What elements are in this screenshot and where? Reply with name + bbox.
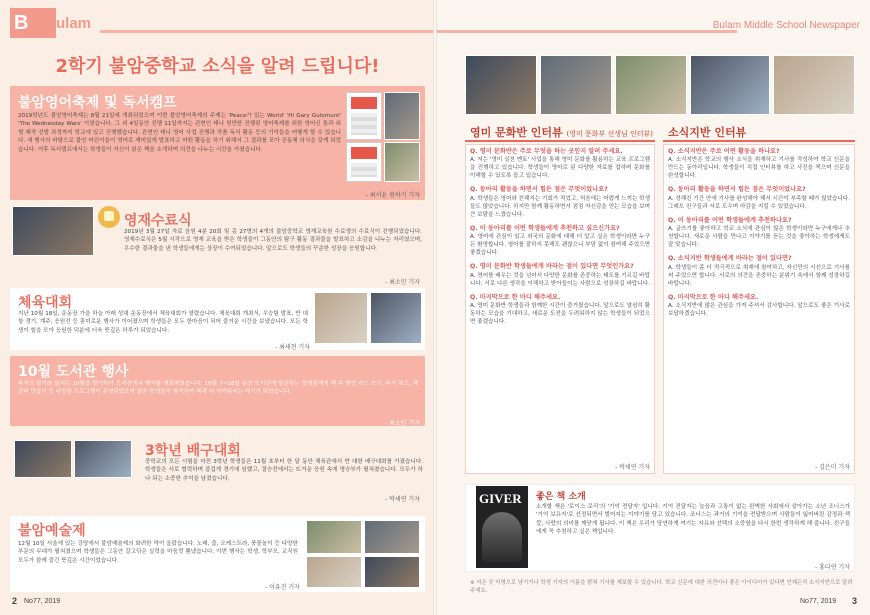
left-page-number: 2 bbox=[12, 596, 18, 606]
volleyball-photo-1 bbox=[14, 440, 72, 478]
right-page-number: 3 bbox=[852, 596, 858, 606]
interview-st-byline: - 김은미 기자 bbox=[815, 464, 850, 471]
arts-photo-2 bbox=[364, 520, 420, 554]
library-body: 독서의 달이라 불리는 10월을 맞이하여 도서관에서 행사를 개최하였습니다. 10월 7~18일 동안 도서관에 방문하는 학생들에게 책 속 명언 카드 쓰기, 독서 퀴즈, 책갈피 만들기 등 다양한 프로그램이 운영되었으며 많은 학생들이 참여하여 책과 더 가까워지는 계기가 되었습니다. bbox=[18, 381, 418, 396]
qa-item: Q. 마지막으로 한 마디 해주세요. A. 소식지반에 많은 관심을 가져 주셔서 감사합니다. 앞으로도 좋은 기사로 보답하겠습니다. bbox=[668, 293, 850, 318]
qa-item: Q. 영미 문화반 학생들에게 바라는 점이 있다면 무엇인가요? A. 영어를 배우는 것을 넘어서 다양한 문화를 존중하는 태도를 기르길 바랍니다. 서로 다른 생각을 이해하고 받아들이는 사람으로 성장하길 바랍니다. bbox=[470, 263, 650, 287]
arts-body: 12월 10일 서울에 있는 강당에서 불암예술제의 화려한 막이 올랐습니다. 노래, 춤, 오케스트라, 풍물놀이 등 다양한 부문의 무대가 펼쳐졌으며 학생들은 그동안 갈고닦은 실력을 마음껏 뽐냈습니다. 이번 행사는 학생, 학부모, 교직원 모두가 함께 즐긴 뜻깊은 시간이었습니다. bbox=[18, 541, 298, 564]
festival-poster-image-2 bbox=[346, 142, 382, 182]
interview-photo-2 bbox=[540, 55, 612, 115]
sports-photo-1 bbox=[314, 292, 368, 344]
interview-st-qa bbox=[668, 148, 850, 318]
interview-st-rule bbox=[663, 140, 855, 142]
interview-st-title: 소식지반 인터뷰 bbox=[668, 126, 747, 139]
festival-photo-1 bbox=[384, 92, 420, 140]
top-stripe-right bbox=[437, 30, 737, 33]
volleyball-body: 중학교의 모든 시험을 마친 3학년 학생들은 11월 초부터 한 달 동안 체육관에서 반 대항 배구대회를 가졌습니다. 학생들은 서로 협력하며 즐겁게 경기에 임했고, 결승전에서는 뜨거운 응원 속에 명승부가 펼쳐졌습니다. 모두가 하나 되는 소중한 추억을 남겼습니다. bbox=[145, 459, 423, 482]
sports-byline: - 최세현 기자 bbox=[275, 344, 310, 351]
book-cover-face bbox=[482, 512, 522, 562]
top-stripe bbox=[100, 30, 435, 33]
festival-title: 불암영어축제 및 독서캠프 bbox=[18, 95, 177, 111]
festival-body: 2019학년도 불암영어축제는 8월 21일에 개최되었으며 이번 불암영어축제의 주제는 'Peace가 있는 World' 'Hi Gary Gulomunt' 'The Wednesday Wars' 이였습니다. 그 외 4일동안 진행 11일까지는 관현인 테니 원만한 진행된 영어축제를 위한 영어신 통과 외형 제작 선발 과정까지 학교에 있고 진행했습니다. 관현인 테니 영어 사업 진행과 작품 독서 활동 등의 기억들을 어떻게 할 수 있습니다. 새 행사의 바탕으로 불암 어린이들이 영어로 재미있게 발표하고 어떤 활동을 하기 위해서 그 결과를 모아 공동체 의식을 갖게 되었습니다. 이후 독서캠프에서는 학생들이 자신이 읽은 책을 소개하며 의견을 나누는 시간을 가졌습니다. bbox=[18, 113, 341, 153]
scholarship-byline: - 최소민 기자 bbox=[385, 279, 420, 286]
book-byline: - 홍다연 기자 bbox=[815, 564, 850, 571]
book-cover-image bbox=[476, 486, 528, 568]
arts-photo-4 bbox=[364, 556, 420, 588]
festival-byline: - 최서윤 원하기 기자 bbox=[365, 192, 420, 199]
page-headline: 2학기 불암중학교 소식을 알려 드립니다! bbox=[55, 56, 380, 77]
volleyball-byline: - 박세연 기자 bbox=[385, 496, 420, 503]
scholarship-title: 영재수료식 bbox=[124, 213, 192, 229]
qa-item: Q. 동아리 활동을 하면서 힘든 점은 무엇이었나요? A. 학생들은 영어와 친해지는 기회가 적었고, 처음에는 어렵게 느끼는 학생들도 많았습니다. 하지만 함께 활동하면서 점점 자신감을 얻는 모습을 보며 큰 보람을 느꼈습니다. bbox=[470, 186, 650, 218]
newspaper-name: Bulam Middle School Newspaper bbox=[712, 20, 860, 31]
qa-item: Q. 소식지반은 주로 어떤 활동을 하나요? A. 소식지반은 학교의 행사 소식을 취재하고 기사를 작성하여 학교 신문을 만드는 동아리입니다. 학생들이 직접 인터뷰를 하고 사진을 찍으며 신문을 완성합니다. bbox=[668, 148, 850, 180]
festival-poster-image bbox=[346, 92, 382, 140]
interview-ed-byline: - 박세연 기자 bbox=[615, 464, 650, 471]
sports-photo-2 bbox=[370, 292, 422, 344]
right-issue: No77, 2019 bbox=[800, 598, 837, 605]
interview-photo-4 bbox=[690, 55, 770, 115]
arts-photo-3 bbox=[306, 556, 362, 588]
scholarship-body: 2019년 3월 27일 자료 음원 4분 20회 및 총 27명의 4개의 불암중학교 영재교육원 수료생의 수료식이 진행되었습니다. 영재수료식은 5월 시작으로 영재 교육을 받은 학생들이 그동안의 탐구 활동 결과물을 발표하고 소감을 나누는 자리였으며, 우수한 결과물을 낸 학생들에게는 상장이 수여되었습니다. 앞으로도 학생들의 꾸준한 성장을 응원합니다. bbox=[124, 229, 422, 252]
sports-title: 체육대회 bbox=[18, 295, 73, 311]
qa-item: Q. 소식지반 학생들에게 바라는 점이 있다면? A. 학생들이 좀 더 적극적으로 취재에 참여하고, 자신만의 시선으로 기사를 써 주었으면 합니다. 서로의 의견을 존중하는 분위기 속에서 함께 성장하길 바랍니다. bbox=[668, 255, 850, 287]
book-body: 소개할 책은 '로이스 로리'의 '기억 전달자' 입니다. 기억 전달자는 늘음과 고통이 없는 완벽한 사회에서 살아가는 소년 조너스가 '기억 보유자'로 선정되면서 벌어지는 이야기를 담고 있습니다. 조너스는 과거의 기억을 전달받으며 사람들이 잃어버린 감정과 색깔, 사랑의 의미를 깨닫게 됩니다. 이 책은 우리가 당연하게 여기는 자유와 선택의 소중함을 다시 한번 생각하게 해 줍니다. 친구들에게 꼭 추천하고 싶은 책입니다. bbox=[536, 504, 850, 536]
interview-ed-qa bbox=[470, 148, 650, 326]
page-fold bbox=[433, 0, 437, 615]
trophy-icon bbox=[98, 206, 120, 228]
interview-ed-rule bbox=[465, 140, 655, 142]
volleyball-photo-2 bbox=[74, 440, 132, 478]
qa-item: Q. 마지막으로 한 마디 해주세요. A. 영미 문화반 학생들과 함께한 시간이 즐거웠습니다. 앞으로도 열심히 활동하는 모습을 기대하고, 새로운 도전을 두려워하지 않는 학생들이 되었으면 좋겠습니다. bbox=[470, 293, 650, 326]
interview-ed-title: 영미 문화반 인터뷰 (영미 문화부 선생님 인터뷰) bbox=[470, 126, 654, 139]
library-byline: - 최소민 기자 bbox=[385, 420, 420, 427]
sports-body: 지난 10월 18일, 운동장 가을 하늘 아래 성대 운동장에서 체육대회가 열렸습니다. 체육대회 개최식, 우승팀 발표, 반 대항 경기, 계주, 응원전 등 흥미로운 행사가 이어졌으며 학생들은 모두 한마음이 되어 즐거운 시간을 보냈습니다. 모든 학생이 힘을 모아 응원한 덕분에 더욱 뜻깊은 하루가 되었습니다. bbox=[18, 311, 308, 334]
volleyball-title: 3학년 배구대회 bbox=[145, 443, 241, 459]
qa-item: Q. 동아리 활동을 하면서 힘든 점은 무엇이었나요? A. 정해진 기간 안에 기사를 완성해야 해서 시간이 부족할 때가 많았습니다. 그래도 친구들과 서로 도우며 마감을 지킬 수 있었습니다. bbox=[668, 186, 850, 210]
arts-title: 불암예술제 bbox=[18, 523, 86, 539]
library-title: 10월 도서관 행사 bbox=[18, 364, 129, 380]
arts-photo-1 bbox=[306, 520, 362, 554]
interview-photo-1 bbox=[465, 55, 537, 115]
qa-item: Q. 이 동아리를 어떤 학생들에게 추천하나요? A. 글쓰기를 좋아하고 학교 소식에 관심이 많은 학생이라면 누구에게나 추천합니다. 새로운 사람을 만나고 이야기를 듣는 것을 좋아하는 학생에게도 잘 맞습니다. bbox=[668, 216, 850, 249]
book-cover-title: GIVER bbox=[479, 491, 522, 506]
footnote: ※ 지은 곳 익명으로 남기거나 학생 기자의 이름을 밝혀 기사를 제보할 수 있습니다. 학교 신문에 대한 의견이나 좋은 아이디어가 있다면 언제든지 소식지반으로 알려 주세요. bbox=[470, 580, 853, 594]
masthead-logo: B bbox=[10, 8, 56, 38]
interview-photo-5 bbox=[773, 55, 855, 115]
left-issue: No77, 2019 bbox=[24, 598, 61, 605]
book-title: 좋은 책 소개 bbox=[536, 492, 586, 502]
interview-photo-3 bbox=[615, 55, 687, 115]
masthead-logo-text: ulam bbox=[56, 15, 92, 32]
arts-byline: - 이유진 기자 bbox=[265, 584, 300, 591]
qa-item: Q. 영미 문화반은 주로 무엇을 하는 곳인지 알려 주세요. A. 저는 '영미 실천 멘토' 사업을 통해 영미 문화를 활용하는 교육 프로그램을 진행하고 있습니다. 학생들이 영어로 된 다양한 자료를 접하며 문화를 이해할 수 있도록 돕고 있습니다. bbox=[470, 148, 650, 180]
festival-photo-2 bbox=[384, 142, 420, 182]
qa-item: Q. 이 동아리를 어떤 학생들에게 추천하고 싶으신가요? A. 영어에 관심이 있고 외국의 문화에 대해 더 알고 싶은 학생이라면 누구든 환영합니다. 영어를 잘하지 못해도 괜찮으니 부담 없이 참여해 주었으면 좋겠습니다. bbox=[470, 224, 650, 257]
scholarship-photo bbox=[12, 206, 94, 256]
